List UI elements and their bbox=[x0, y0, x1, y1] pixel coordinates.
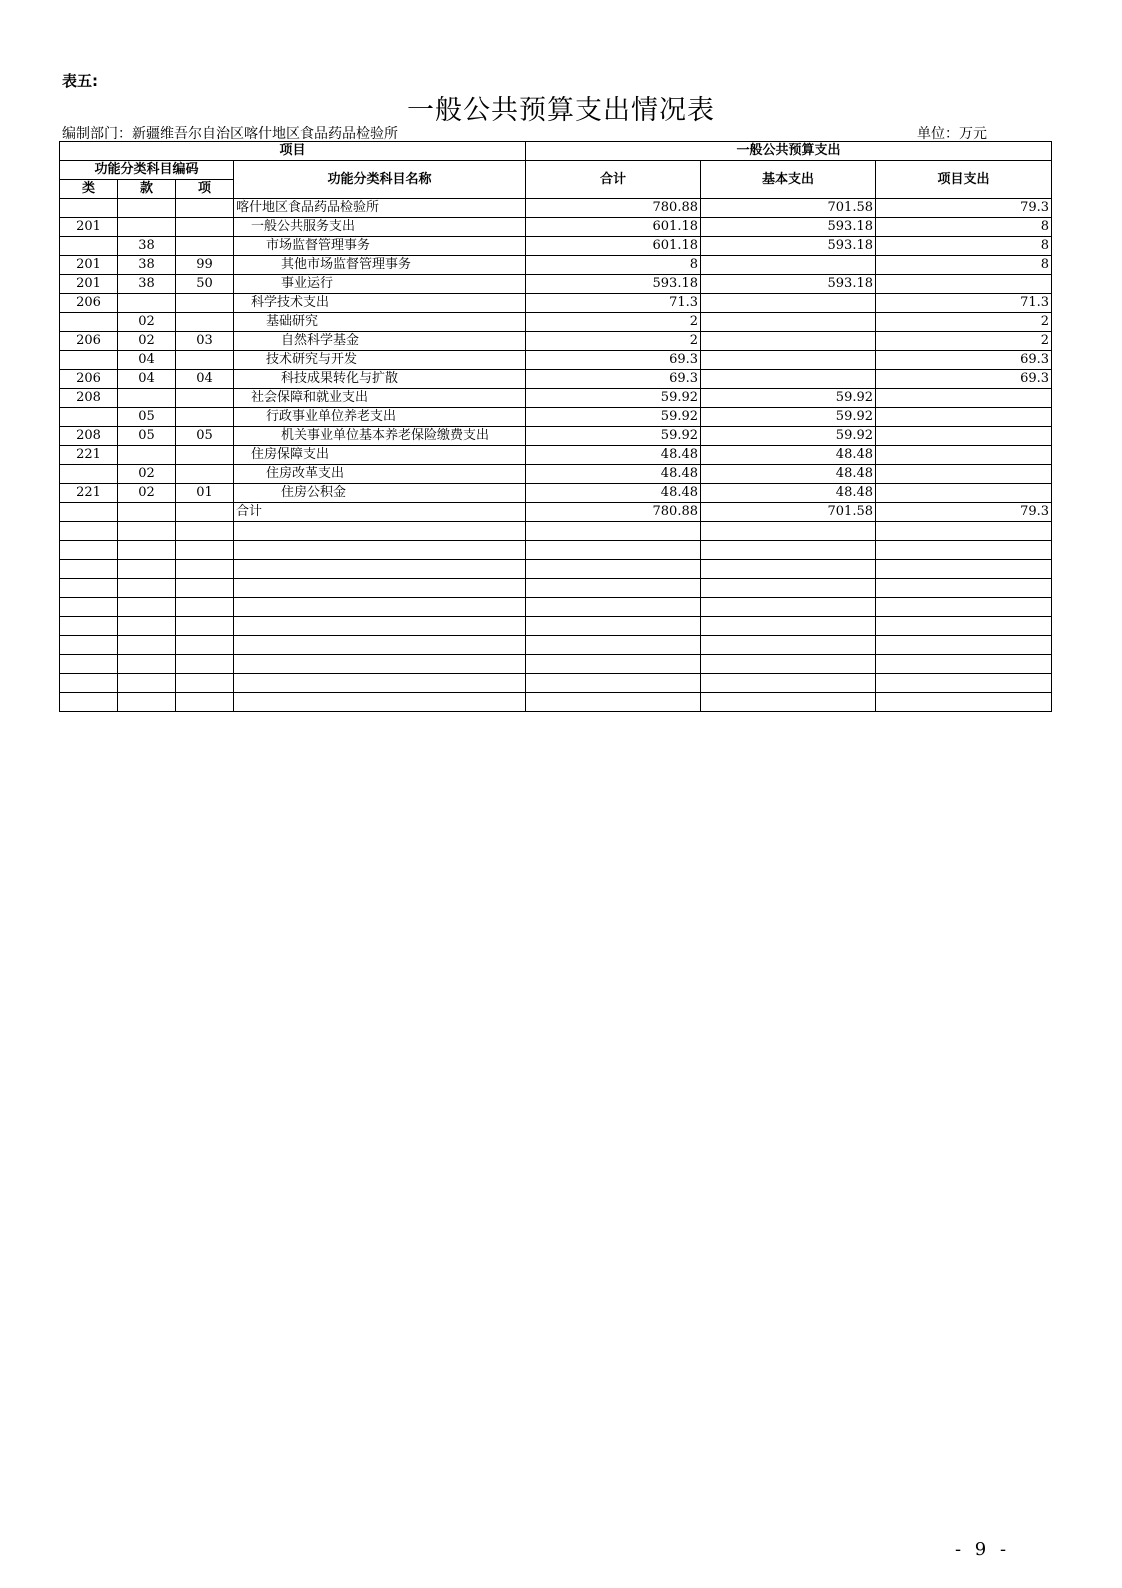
code-lei-cell bbox=[60, 503, 118, 522]
table-row bbox=[60, 503, 1052, 522]
blank-cell bbox=[60, 674, 118, 693]
blank-cell bbox=[876, 579, 1052, 598]
blank-cell bbox=[876, 522, 1052, 541]
project-expense-cell bbox=[876, 446, 1052, 465]
table-row bbox=[60, 275, 1052, 294]
code-lei-cell: 201 bbox=[60, 256, 118, 275]
blank-row bbox=[60, 522, 1052, 541]
code-lei-cell bbox=[60, 408, 118, 427]
blank-cell bbox=[118, 598, 176, 617]
header-code-group: 功能分类科目编码 bbox=[60, 161, 234, 180]
basic-cell bbox=[701, 332, 876, 351]
project-expense-cell: 69.3 bbox=[876, 370, 1052, 389]
department-label: 编制部门：新疆维吾尔自治区喀什地区食品药品检验所 bbox=[62, 126, 398, 142]
blank-cell bbox=[701, 598, 876, 617]
blank-cell bbox=[526, 560, 701, 579]
table-row bbox=[60, 427, 1052, 446]
total-cell: 601.18 bbox=[526, 237, 701, 256]
project-expense-cell: 79.3 bbox=[876, 503, 1052, 522]
blank-cell bbox=[701, 674, 876, 693]
subject-name-cell: 基础研究 bbox=[234, 313, 526, 332]
project-expense-cell: 8 bbox=[876, 237, 1052, 256]
total-cell: 601.18 bbox=[526, 218, 701, 237]
subject-name-cell: 一般公共服务支出 bbox=[234, 218, 526, 237]
project-expense-cell bbox=[876, 389, 1052, 408]
total-cell: 2 bbox=[526, 332, 701, 351]
blank-cell bbox=[176, 541, 234, 560]
code-lei-cell: 206 bbox=[60, 294, 118, 313]
table-row bbox=[60, 389, 1052, 408]
blank-cell bbox=[234, 693, 526, 712]
blank-cell bbox=[176, 636, 234, 655]
subject-name-cell: 其他市场监督管理事务 bbox=[234, 256, 526, 275]
header-lei: 类 bbox=[60, 180, 118, 199]
code-xiang-cell bbox=[176, 503, 234, 522]
code-kuan-cell bbox=[118, 446, 176, 465]
subject-name-cell: 事业运行 bbox=[234, 275, 526, 294]
blank-cell bbox=[176, 655, 234, 674]
code-kuan-cell: 04 bbox=[118, 370, 176, 389]
blank-cell bbox=[118, 522, 176, 541]
code-lei-cell bbox=[60, 465, 118, 484]
code-xiang-cell bbox=[176, 351, 234, 370]
blank-cell bbox=[234, 579, 526, 598]
subject-name-cell: 社会保障和就业支出 bbox=[234, 389, 526, 408]
code-kuan-cell: 05 bbox=[118, 408, 176, 427]
code-lei-cell: 201 bbox=[60, 275, 118, 294]
blank-cell bbox=[118, 617, 176, 636]
code-kuan-cell: 05 bbox=[118, 427, 176, 446]
code-lei-cell: 208 bbox=[60, 427, 118, 446]
header-project-expense: 项目支出 bbox=[876, 161, 1052, 199]
total-cell: 48.48 bbox=[526, 446, 701, 465]
blank-cell bbox=[118, 674, 176, 693]
subject-name-cell: 住房公积金 bbox=[234, 484, 526, 503]
header-kuan: 款 bbox=[118, 180, 176, 199]
total-cell: 69.3 bbox=[526, 351, 701, 370]
code-xiang-cell: 03 bbox=[176, 332, 234, 351]
blank-cell bbox=[176, 674, 234, 693]
total-cell: 780.88 bbox=[526, 503, 701, 522]
basic-cell: 59.92 bbox=[701, 389, 876, 408]
code-xiang-cell: 05 bbox=[176, 427, 234, 446]
blank-row bbox=[60, 617, 1052, 636]
table-label: 表五: bbox=[62, 72, 98, 90]
code-kuan-cell bbox=[118, 503, 176, 522]
code-lei-cell: 221 bbox=[60, 484, 118, 503]
code-xiang-cell bbox=[176, 446, 234, 465]
subject-name-cell: 住房改革支出 bbox=[234, 465, 526, 484]
blank-cell bbox=[701, 560, 876, 579]
header-subject-name: 功能分类科目名称 bbox=[234, 161, 526, 199]
blank-cell bbox=[876, 674, 1052, 693]
code-kuan-cell: 02 bbox=[118, 332, 176, 351]
blank-cell bbox=[526, 579, 701, 598]
blank-row bbox=[60, 579, 1052, 598]
blank-cell bbox=[60, 560, 118, 579]
total-cell: 780.88 bbox=[526, 199, 701, 218]
blank-cell bbox=[60, 598, 118, 617]
blank-cell bbox=[176, 522, 234, 541]
project-expense-cell bbox=[876, 427, 1052, 446]
blank-cell bbox=[234, 617, 526, 636]
blank-cell bbox=[876, 693, 1052, 712]
header-basic: 基本支出 bbox=[701, 161, 876, 199]
code-kuan-cell: 38 bbox=[118, 275, 176, 294]
table-row bbox=[60, 408, 1052, 427]
code-lei-cell: 201 bbox=[60, 218, 118, 237]
basic-cell bbox=[701, 256, 876, 275]
header-budget: 一般公共预算支出 bbox=[526, 142, 1052, 161]
subject-name-cell: 机关事业单位基本养老保险缴费支出 bbox=[234, 427, 526, 446]
blank-cell bbox=[876, 617, 1052, 636]
blank-cell bbox=[876, 636, 1052, 655]
blank-row bbox=[60, 560, 1052, 579]
code-lei-cell bbox=[60, 199, 118, 218]
project-expense-cell: 2 bbox=[876, 313, 1052, 332]
table-row bbox=[60, 484, 1052, 503]
basic-cell: 701.58 bbox=[701, 199, 876, 218]
blank-cell bbox=[526, 636, 701, 655]
subject-name-cell: 行政事业单位养老支出 bbox=[234, 408, 526, 427]
page-title: 一般公共预算支出情况表 bbox=[407, 95, 715, 126]
code-kuan-cell: 04 bbox=[118, 351, 176, 370]
subject-name-cell: 科学技术支出 bbox=[234, 294, 526, 313]
project-expense-cell: 79.3 bbox=[876, 199, 1052, 218]
table-row bbox=[60, 446, 1052, 465]
code-kuan-cell: 38 bbox=[118, 237, 176, 256]
blank-row bbox=[60, 655, 1052, 674]
blank-cell bbox=[118, 693, 176, 712]
code-kuan-cell: 02 bbox=[118, 465, 176, 484]
project-expense-cell: 8 bbox=[876, 256, 1052, 275]
code-xiang-cell bbox=[176, 237, 234, 256]
blank-cell bbox=[60, 522, 118, 541]
blank-cell bbox=[701, 655, 876, 674]
table-row bbox=[60, 294, 1052, 313]
code-xiang-cell bbox=[176, 313, 234, 332]
blank-cell bbox=[60, 579, 118, 598]
blank-cell bbox=[701, 522, 876, 541]
subject-name-cell: 自然科学基金 bbox=[234, 332, 526, 351]
blank-cell bbox=[876, 541, 1052, 560]
total-cell: 71.3 bbox=[526, 294, 701, 313]
blank-cell bbox=[176, 579, 234, 598]
basic-cell bbox=[701, 313, 876, 332]
blank-cell bbox=[234, 636, 526, 655]
table-row bbox=[60, 313, 1052, 332]
total-cell: 59.92 bbox=[526, 408, 701, 427]
total-cell: 48.48 bbox=[526, 465, 701, 484]
subject-name-cell: 市场监督管理事务 bbox=[234, 237, 526, 256]
header-project: 项目 bbox=[60, 142, 526, 161]
blank-cell bbox=[234, 598, 526, 617]
code-xiang-cell: 50 bbox=[176, 275, 234, 294]
basic-cell: 593.18 bbox=[701, 237, 876, 256]
blank-cell bbox=[176, 693, 234, 712]
table-row bbox=[60, 351, 1052, 370]
blank-cell bbox=[701, 693, 876, 712]
project-expense-cell: 8 bbox=[876, 218, 1052, 237]
code-lei-cell: 208 bbox=[60, 389, 118, 408]
blank-cell bbox=[526, 693, 701, 712]
project-expense-cell: 69.3 bbox=[876, 351, 1052, 370]
blank-cell bbox=[526, 541, 701, 560]
basic-cell: 48.48 bbox=[701, 484, 876, 503]
basic-cell: 593.18 bbox=[701, 218, 876, 237]
blank-cell bbox=[234, 674, 526, 693]
blank-cell bbox=[176, 560, 234, 579]
table-row bbox=[60, 199, 1052, 218]
table-row bbox=[60, 256, 1052, 275]
code-kuan-cell bbox=[118, 294, 176, 313]
basic-cell: 59.92 bbox=[701, 427, 876, 446]
blank-cell bbox=[234, 522, 526, 541]
subject-name-cell: 技术研究与开发 bbox=[234, 351, 526, 370]
project-expense-cell bbox=[876, 275, 1052, 294]
header-xiang: 项 bbox=[176, 180, 234, 199]
blank-row bbox=[60, 541, 1052, 560]
subject-name-cell: 住房保障支出 bbox=[234, 446, 526, 465]
total-cell: 2 bbox=[526, 313, 701, 332]
table-row bbox=[60, 332, 1052, 351]
code-xiang-cell bbox=[176, 408, 234, 427]
basic-cell: 701.58 bbox=[701, 503, 876, 522]
blank-cell bbox=[701, 636, 876, 655]
blank-cell bbox=[60, 617, 118, 636]
basic-cell: 48.48 bbox=[701, 446, 876, 465]
project-expense-cell: 71.3 bbox=[876, 294, 1052, 313]
blank-cell bbox=[701, 617, 876, 636]
code-kuan-cell bbox=[118, 218, 176, 237]
blank-row bbox=[60, 693, 1052, 712]
blank-row bbox=[60, 636, 1052, 655]
table-body bbox=[60, 199, 1052, 712]
total-cell: 48.48 bbox=[526, 484, 701, 503]
code-kuan-cell: 02 bbox=[118, 313, 176, 332]
blank-cell bbox=[60, 541, 118, 560]
blank-cell bbox=[118, 560, 176, 579]
project-expense-cell: 2 bbox=[876, 332, 1052, 351]
total-cell: 593.18 bbox=[526, 275, 701, 294]
basic-cell bbox=[701, 294, 876, 313]
blank-cell bbox=[176, 617, 234, 636]
blank-cell bbox=[526, 655, 701, 674]
code-lei-cell bbox=[60, 313, 118, 332]
blank-cell bbox=[118, 636, 176, 655]
blank-cell bbox=[234, 541, 526, 560]
code-kuan-cell: 02 bbox=[118, 484, 176, 503]
code-kuan-cell bbox=[118, 199, 176, 218]
blank-cell bbox=[60, 636, 118, 655]
code-lei-cell bbox=[60, 237, 118, 256]
code-xiang-cell bbox=[176, 294, 234, 313]
code-lei-cell: 206 bbox=[60, 332, 118, 351]
blank-cell bbox=[876, 560, 1052, 579]
table-row bbox=[60, 465, 1052, 484]
project-expense-cell bbox=[876, 408, 1052, 427]
blank-row bbox=[60, 674, 1052, 693]
code-lei-cell: 206 bbox=[60, 370, 118, 389]
basic-cell: 593.18 bbox=[701, 275, 876, 294]
blank-cell bbox=[526, 522, 701, 541]
total-cell: 8 bbox=[526, 256, 701, 275]
total-cell: 69.3 bbox=[526, 370, 701, 389]
header-total: 合计 bbox=[526, 161, 701, 199]
code-kuan-cell bbox=[118, 389, 176, 408]
table-row bbox=[60, 237, 1052, 256]
subject-name-cell: 科技成果转化与扩散 bbox=[234, 370, 526, 389]
code-xiang-cell bbox=[176, 465, 234, 484]
code-xiang-cell bbox=[176, 199, 234, 218]
code-xiang-cell: 01 bbox=[176, 484, 234, 503]
blank-cell bbox=[176, 598, 234, 617]
blank-cell bbox=[526, 598, 701, 617]
blank-cell bbox=[876, 655, 1052, 674]
table-row bbox=[60, 370, 1052, 389]
code-xiang-cell: 99 bbox=[176, 256, 234, 275]
blank-cell bbox=[118, 579, 176, 598]
code-lei-cell bbox=[60, 351, 118, 370]
basic-cell: 48.48 bbox=[701, 465, 876, 484]
blank-cell bbox=[118, 541, 176, 560]
blank-cell bbox=[701, 541, 876, 560]
total-cell: 59.92 bbox=[526, 389, 701, 408]
blank-cell bbox=[876, 598, 1052, 617]
blank-cell bbox=[526, 617, 701, 636]
blank-cell bbox=[234, 655, 526, 674]
page-number: - 9 - bbox=[955, 1539, 1011, 1560]
blank-cell bbox=[701, 579, 876, 598]
subject-name-cell: 喀什地区食品药品检验所 bbox=[234, 199, 526, 218]
code-xiang-cell bbox=[176, 389, 234, 408]
subject-name-cell: 合计 bbox=[234, 503, 526, 522]
code-lei-cell: 221 bbox=[60, 446, 118, 465]
blank-row bbox=[60, 598, 1052, 617]
blank-cell bbox=[526, 674, 701, 693]
project-expense-cell bbox=[876, 484, 1052, 503]
blank-cell bbox=[60, 655, 118, 674]
project-expense-cell bbox=[876, 465, 1052, 484]
basic-cell bbox=[701, 370, 876, 389]
budget-table bbox=[59, 141, 1052, 712]
blank-cell bbox=[60, 693, 118, 712]
table-row bbox=[60, 218, 1052, 237]
blank-cell bbox=[118, 655, 176, 674]
blank-cell bbox=[234, 560, 526, 579]
basic-cell bbox=[701, 351, 876, 370]
total-cell: 59.92 bbox=[526, 427, 701, 446]
unit-label: 单位：万元 bbox=[917, 126, 987, 142]
code-xiang-cell: 04 bbox=[176, 370, 234, 389]
code-kuan-cell: 38 bbox=[118, 256, 176, 275]
code-xiang-cell bbox=[176, 218, 234, 237]
basic-cell: 59.92 bbox=[701, 408, 876, 427]
